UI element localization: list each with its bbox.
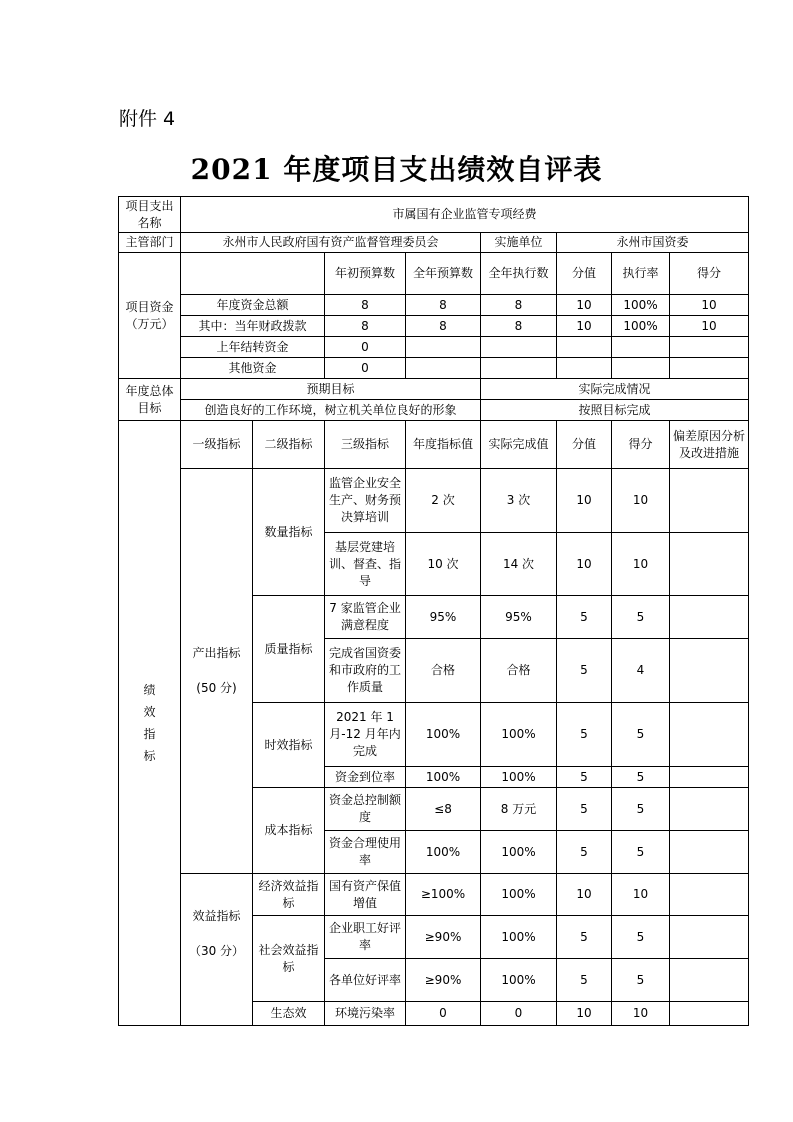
indicator-target: ≥100%	[406, 874, 481, 916]
indicator-actual: 100%	[481, 703, 557, 767]
indicator-score: 5	[557, 767, 612, 788]
indicator-target: 0	[406, 1002, 481, 1026]
indicator-name: 各单位好评率	[325, 959, 406, 1002]
indicator-name: 7 家监管企业满意程度	[325, 596, 406, 639]
benefit-indicator-name: 效益指标	[192, 909, 241, 923]
impl-value: 永州市国资委	[557, 233, 749, 253]
project-name-label: 项目支出名称	[119, 197, 181, 233]
indicator-target: 2 次	[406, 469, 481, 533]
indicator-score: 5	[557, 916, 612, 959]
performance-table	[118, 196, 749, 1026]
indicator-note	[670, 533, 749, 596]
indicator-note	[670, 469, 749, 533]
indicator-name: 基层党建培训、督查、指导	[325, 533, 406, 596]
indicator-header: 年度指标值	[406, 421, 481, 469]
indicator-score: 10	[557, 874, 612, 916]
indicator-target: ≥90%	[406, 959, 481, 1002]
indicator-score: 10	[557, 1002, 612, 1026]
indicator-actual: 100%	[481, 767, 557, 788]
funds-cell	[481, 358, 557, 379]
output-indicator-name: 产出指标	[192, 646, 241, 660]
indicator-header: 偏差原因分析及改进措施	[670, 421, 749, 469]
quantity-indicator: 数量指标	[253, 469, 325, 596]
funds-cell: 8	[325, 295, 406, 316]
funds-cell	[670, 358, 749, 379]
funds-cell	[406, 358, 481, 379]
funds-cell: 8	[481, 295, 557, 316]
goals-expected-label: 预期目标	[181, 379, 481, 400]
indicator-score: 10	[557, 533, 612, 596]
indicator-actual: 14 次	[481, 533, 557, 596]
funds-cell	[557, 358, 612, 379]
funds-cell: 10	[670, 316, 749, 337]
page-title: 2021 年度项目支出绩效自评表	[190, 153, 603, 186]
indicator-target: 100%	[406, 831, 481, 874]
indicator-target: 100%	[406, 767, 481, 788]
indicator-got: 5	[612, 767, 670, 788]
indicator-score: 5	[557, 596, 612, 639]
indicator-actual: 合格	[481, 639, 557, 703]
economic-indicator: 经济效益指标	[253, 874, 325, 916]
funds-row-label: 上年结转资金	[181, 337, 325, 358]
indicator-target: ≤8	[406, 788, 481, 831]
indicator-score: 5	[557, 788, 612, 831]
indicator-got: 5	[612, 703, 670, 767]
indicator-name: 完成省国资委和市政府的工作质量	[325, 639, 406, 703]
indicator-actual: 8 万元	[481, 788, 557, 831]
indicator-name: 企业职工好评率	[325, 916, 406, 959]
project-name: 市属国有企业监管专项经费	[181, 197, 749, 233]
indicator-got: 4	[612, 639, 670, 703]
indicator-actual: 100%	[481, 916, 557, 959]
indicator-header: 三级指标	[325, 421, 406, 469]
indicator-actual: 100%	[481, 959, 557, 1002]
indicator-note	[670, 767, 749, 788]
funds-cell	[612, 337, 670, 358]
funds-cell: 10	[557, 316, 612, 337]
indicator-name: 2021 年 1 月-12 月年内完成	[325, 703, 406, 767]
indicator-score: 10	[557, 469, 612, 533]
funds-cell: 100%	[612, 316, 670, 337]
indicator-note	[670, 1002, 749, 1026]
funds-cell	[406, 337, 481, 358]
indicator-target: 100%	[406, 703, 481, 767]
indicator-target: 95%	[406, 596, 481, 639]
dept-label: 主管部门	[119, 233, 181, 253]
indicator-header: 分值	[557, 421, 612, 469]
timeliness-indicator: 时效指标	[253, 703, 325, 788]
indicator-score: 5	[557, 959, 612, 1002]
indicator-note	[670, 788, 749, 831]
indicator-note	[670, 831, 749, 874]
indicator-target: 10 次	[406, 533, 481, 596]
indicator-note	[670, 916, 749, 959]
indicator-score: 5	[557, 703, 612, 767]
output-indicator-points: (50 分)	[196, 681, 237, 695]
indicator-actual: 100%	[481, 831, 557, 874]
indicators-label	[119, 421, 181, 1026]
indicator-note	[670, 959, 749, 1002]
quality-indicator: 质量指标	[253, 596, 325, 703]
funds-cell: 8	[406, 295, 481, 316]
social-indicator: 社会效益指标	[253, 916, 325, 1002]
funds-cell: 10	[557, 295, 612, 316]
funds-row-label: 其他资金	[181, 358, 325, 379]
indicator-header: 得分	[612, 421, 670, 469]
indicator-name: 资金总控制额度	[325, 788, 406, 831]
funds-cell: 8	[406, 316, 481, 337]
indicator-score: 5	[557, 831, 612, 874]
funds-cell: 0	[325, 337, 406, 358]
indicator-name: 监管企业安全生产、财务预决算培训	[325, 469, 406, 533]
funds-header: 全年执行数	[481, 253, 557, 295]
indicator-note	[670, 596, 749, 639]
funds-row-label: 其中：当年财政拨款	[181, 316, 325, 337]
cost-indicator: 成本指标	[253, 788, 325, 874]
funds-header: 全年预算数	[406, 253, 481, 295]
funds-cell: 0	[325, 358, 406, 379]
indicator-name: 环境污染率	[325, 1002, 406, 1026]
indicator-score: 5	[557, 639, 612, 703]
goals-actual-label: 实际完成情况	[481, 379, 749, 400]
dept-value: 永州市人民政府国有资产监督管理委员会	[181, 233, 481, 253]
funds-header: 得分	[670, 253, 749, 295]
funds-cell	[481, 337, 557, 358]
indicator-actual: 100%	[481, 874, 557, 916]
indicator-actual: 95%	[481, 596, 557, 639]
indicator-got: 5	[612, 596, 670, 639]
indicator-name: 国有资产保值增值	[325, 874, 406, 916]
indicators-label-text: 绩效指标	[143, 683, 156, 763]
funds-header: 分值	[557, 253, 612, 295]
indicator-header: 二级指标	[253, 421, 325, 469]
indicator-header: 实际完成值	[481, 421, 557, 469]
indicator-actual: 3 次	[481, 469, 557, 533]
goals-label: 年度总体目标	[119, 379, 181, 421]
indicator-got: 5	[612, 831, 670, 874]
indicator-name: 资金到位率	[325, 767, 406, 788]
indicator-target: 合格	[406, 639, 481, 703]
funds-cell	[612, 358, 670, 379]
indicator-got: 5	[612, 916, 670, 959]
funds-cell: 10	[670, 295, 749, 316]
output-indicator	[181, 469, 253, 874]
impl-label: 实施单位	[481, 233, 557, 253]
funds-cell	[557, 337, 612, 358]
indicator-got: 5	[612, 959, 670, 1002]
indicator-name: 资金合理使用率	[325, 831, 406, 874]
indicator-got: 10	[612, 1002, 670, 1026]
funds-cell: 8	[325, 316, 406, 337]
benefit-indicator	[181, 874, 253, 1026]
benefit-indicator-points: （30 分）	[188, 944, 245, 958]
indicator-got: 10	[612, 874, 670, 916]
indicator-note	[670, 703, 749, 767]
attachment-label: 附件 4	[119, 108, 176, 130]
funds-header: 年初预算数	[325, 253, 406, 295]
goals-actual: 按照目标完成	[481, 400, 749, 421]
funds-cell	[670, 337, 749, 358]
indicator-actual: 0	[481, 1002, 557, 1026]
indicator-note	[670, 874, 749, 916]
indicator-got: 10	[612, 469, 670, 533]
goals-expected: 创造良好的工作环境，树立机关单位良好的形象	[181, 400, 481, 421]
ecological-indicator: 生态效	[253, 1002, 325, 1026]
funds-label: 项目资金（万元）	[119, 253, 181, 379]
indicator-target: ≥90%	[406, 916, 481, 959]
indicator-header: 一级指标	[181, 421, 253, 469]
indicator-note	[670, 639, 749, 703]
funds-header: 执行率	[612, 253, 670, 295]
funds-header-blank	[181, 253, 325, 295]
indicator-got: 10	[612, 533, 670, 596]
funds-row-label: 年度资金总额	[181, 295, 325, 316]
indicator-got: 5	[612, 788, 670, 831]
funds-cell: 8	[481, 316, 557, 337]
funds-cell: 100%	[612, 295, 670, 316]
